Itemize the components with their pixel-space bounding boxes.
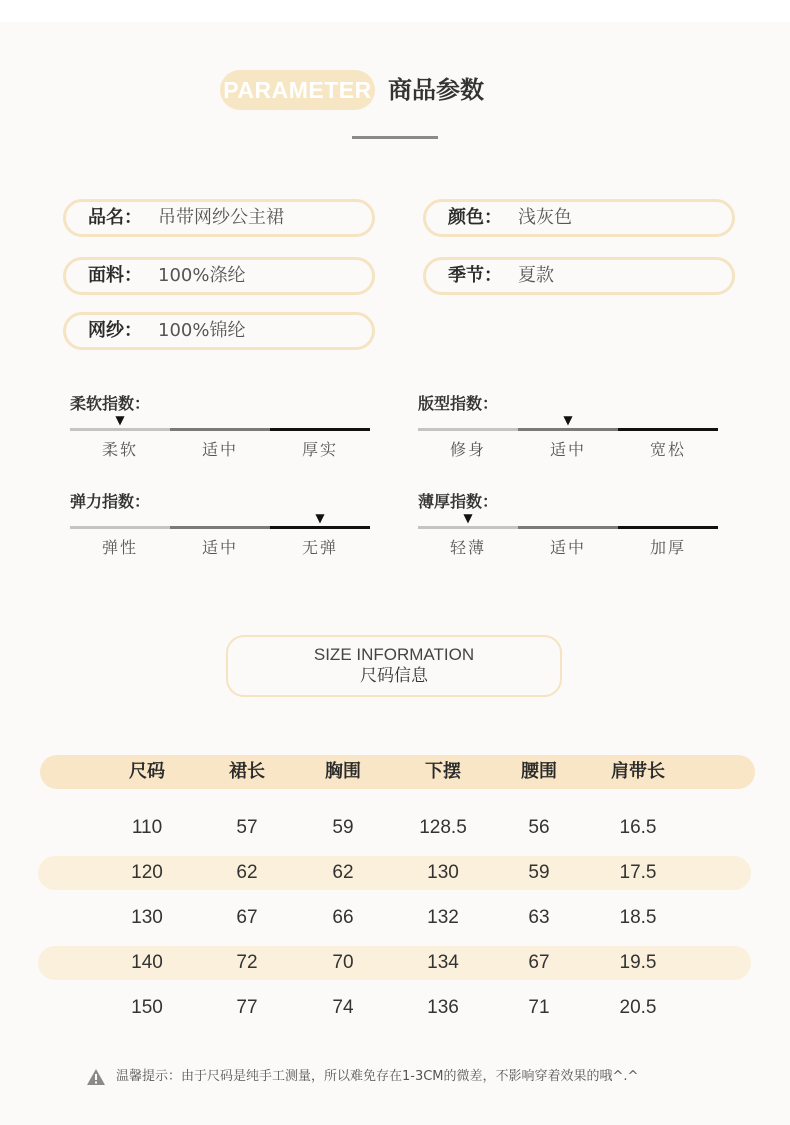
index-option: 轻薄 xyxy=(449,538,486,557)
table-cell: 56 xyxy=(528,817,550,838)
info-key: 季节： xyxy=(448,265,502,286)
table-cell: 74 xyxy=(332,997,354,1018)
table-cell: 20.5 xyxy=(619,997,657,1018)
index-label: 弹力指数： xyxy=(70,492,151,511)
info-pill-name xyxy=(63,199,375,237)
scale-segment xyxy=(170,428,270,431)
scale-segment xyxy=(518,428,618,431)
scale-segment xyxy=(518,526,618,529)
table-cell: 77 xyxy=(236,997,258,1018)
scale-segment xyxy=(70,428,170,431)
header-divider xyxy=(352,136,438,139)
table-cell: 130 xyxy=(131,907,163,928)
index-option: 适中 xyxy=(549,440,586,459)
table-cell: 67 xyxy=(236,907,258,928)
index-option: 适中 xyxy=(201,538,238,557)
info-key: 颜色： xyxy=(448,207,502,228)
index-option: 无弹 xyxy=(301,538,338,557)
table-cell: 62 xyxy=(236,862,258,883)
info-value: 浅灰色 xyxy=(518,207,572,228)
scale-segment xyxy=(270,428,370,431)
section-title: 商品参数 xyxy=(388,76,484,104)
table-cell: 62 xyxy=(332,862,354,883)
table-cell: 19.5 xyxy=(619,952,657,973)
index-label: 薄厚指数： xyxy=(418,492,499,511)
info-value: 100%涤纶 xyxy=(158,265,246,286)
size-information-box xyxy=(226,635,562,697)
scale-segment xyxy=(418,428,518,431)
scale-segment xyxy=(618,526,718,529)
softness-index xyxy=(70,394,370,464)
table-cell: 130 xyxy=(427,862,459,883)
scale-segment xyxy=(618,428,718,431)
table-cell: 150 xyxy=(131,997,163,1018)
table-header-cell: 尺码 xyxy=(129,761,165,782)
info-value: 吊带网纱公主裙 xyxy=(158,207,284,228)
warning-icon xyxy=(86,1068,106,1086)
table-cell: 140 xyxy=(131,952,163,973)
table-cell: 67 xyxy=(528,952,550,973)
table-cell: 132 xyxy=(427,907,459,928)
table-cell: 120 xyxy=(131,862,163,883)
info-key: 网纱： xyxy=(88,320,142,341)
scale-segment xyxy=(270,526,370,529)
index-option: 弹性 xyxy=(101,538,138,557)
table-cell: 17.5 xyxy=(619,862,657,883)
elasticity-index xyxy=(70,492,370,562)
info-value: 100%锦纶 xyxy=(158,320,246,341)
scale-segment xyxy=(418,526,518,529)
info-pill-fabric xyxy=(63,257,375,295)
index-option: 厚实 xyxy=(301,440,338,459)
info-key: 品名： xyxy=(88,207,142,228)
size-info-title-cn: 尺码信息 xyxy=(360,666,428,686)
table-cell: 63 xyxy=(528,907,550,928)
index-label: 版型指数： xyxy=(418,394,499,413)
table-cell: 16.5 xyxy=(619,817,657,838)
table-cell: 18.5 xyxy=(619,907,657,928)
fit-index xyxy=(418,394,718,464)
index-option: 宽松 xyxy=(649,440,686,459)
index-marker-icon: ▼ xyxy=(315,511,325,525)
info-pill-season xyxy=(423,257,735,295)
table-header-cell: 腰围 xyxy=(521,761,557,782)
table-header-cell: 裙长 xyxy=(229,761,265,782)
table-cell: 59 xyxy=(332,817,354,838)
index-option: 修身 xyxy=(449,440,486,459)
table-cell: 66 xyxy=(332,907,354,928)
index-option: 加厚 xyxy=(649,538,686,557)
table-header-cell: 下摆 xyxy=(425,761,461,782)
size-info-title-en: SIZE INFORMATION xyxy=(313,645,475,664)
index-marker-icon: ▼ xyxy=(463,511,473,525)
table-header-cell: 胸围 xyxy=(325,761,361,782)
table-cell: 72 xyxy=(236,952,258,973)
info-pill-color xyxy=(423,199,735,237)
table-cell: 134 xyxy=(427,952,459,973)
table-cell: 57 xyxy=(236,817,258,838)
table-cell: 136 xyxy=(427,997,459,1018)
table-cell: 110 xyxy=(131,817,163,838)
scale-segment xyxy=(70,526,170,529)
table-cell: 128.5 xyxy=(419,817,467,838)
parameter-badge: PARAMETER xyxy=(220,70,375,110)
index-label: 柔软指数： xyxy=(70,394,151,413)
table-header-cell: 肩带长 xyxy=(611,761,665,782)
thickness-index xyxy=(418,492,718,562)
scale-segment xyxy=(170,526,270,529)
top-strip xyxy=(0,0,790,22)
index-option: 柔软 xyxy=(101,440,138,459)
index-marker-icon: ▼ xyxy=(563,413,573,427)
info-key: 面料： xyxy=(88,265,142,286)
info-pill-mesh xyxy=(63,312,375,350)
parameter-header xyxy=(0,70,790,112)
table-cell: 70 xyxy=(332,952,354,973)
index-option: 适中 xyxy=(549,538,586,557)
info-value: 夏款 xyxy=(518,265,554,286)
table-cell: 71 xyxy=(528,997,550,1018)
footer-note: 温馨提示：由于尺码是纯手工测量，所以难免存在1-3CM的微差，不影响穿着效果的哦^.^ xyxy=(116,1069,639,1084)
index-marker-icon: ▼ xyxy=(115,413,125,427)
index-option: 适中 xyxy=(201,440,238,459)
table-cell: 59 xyxy=(528,862,550,883)
